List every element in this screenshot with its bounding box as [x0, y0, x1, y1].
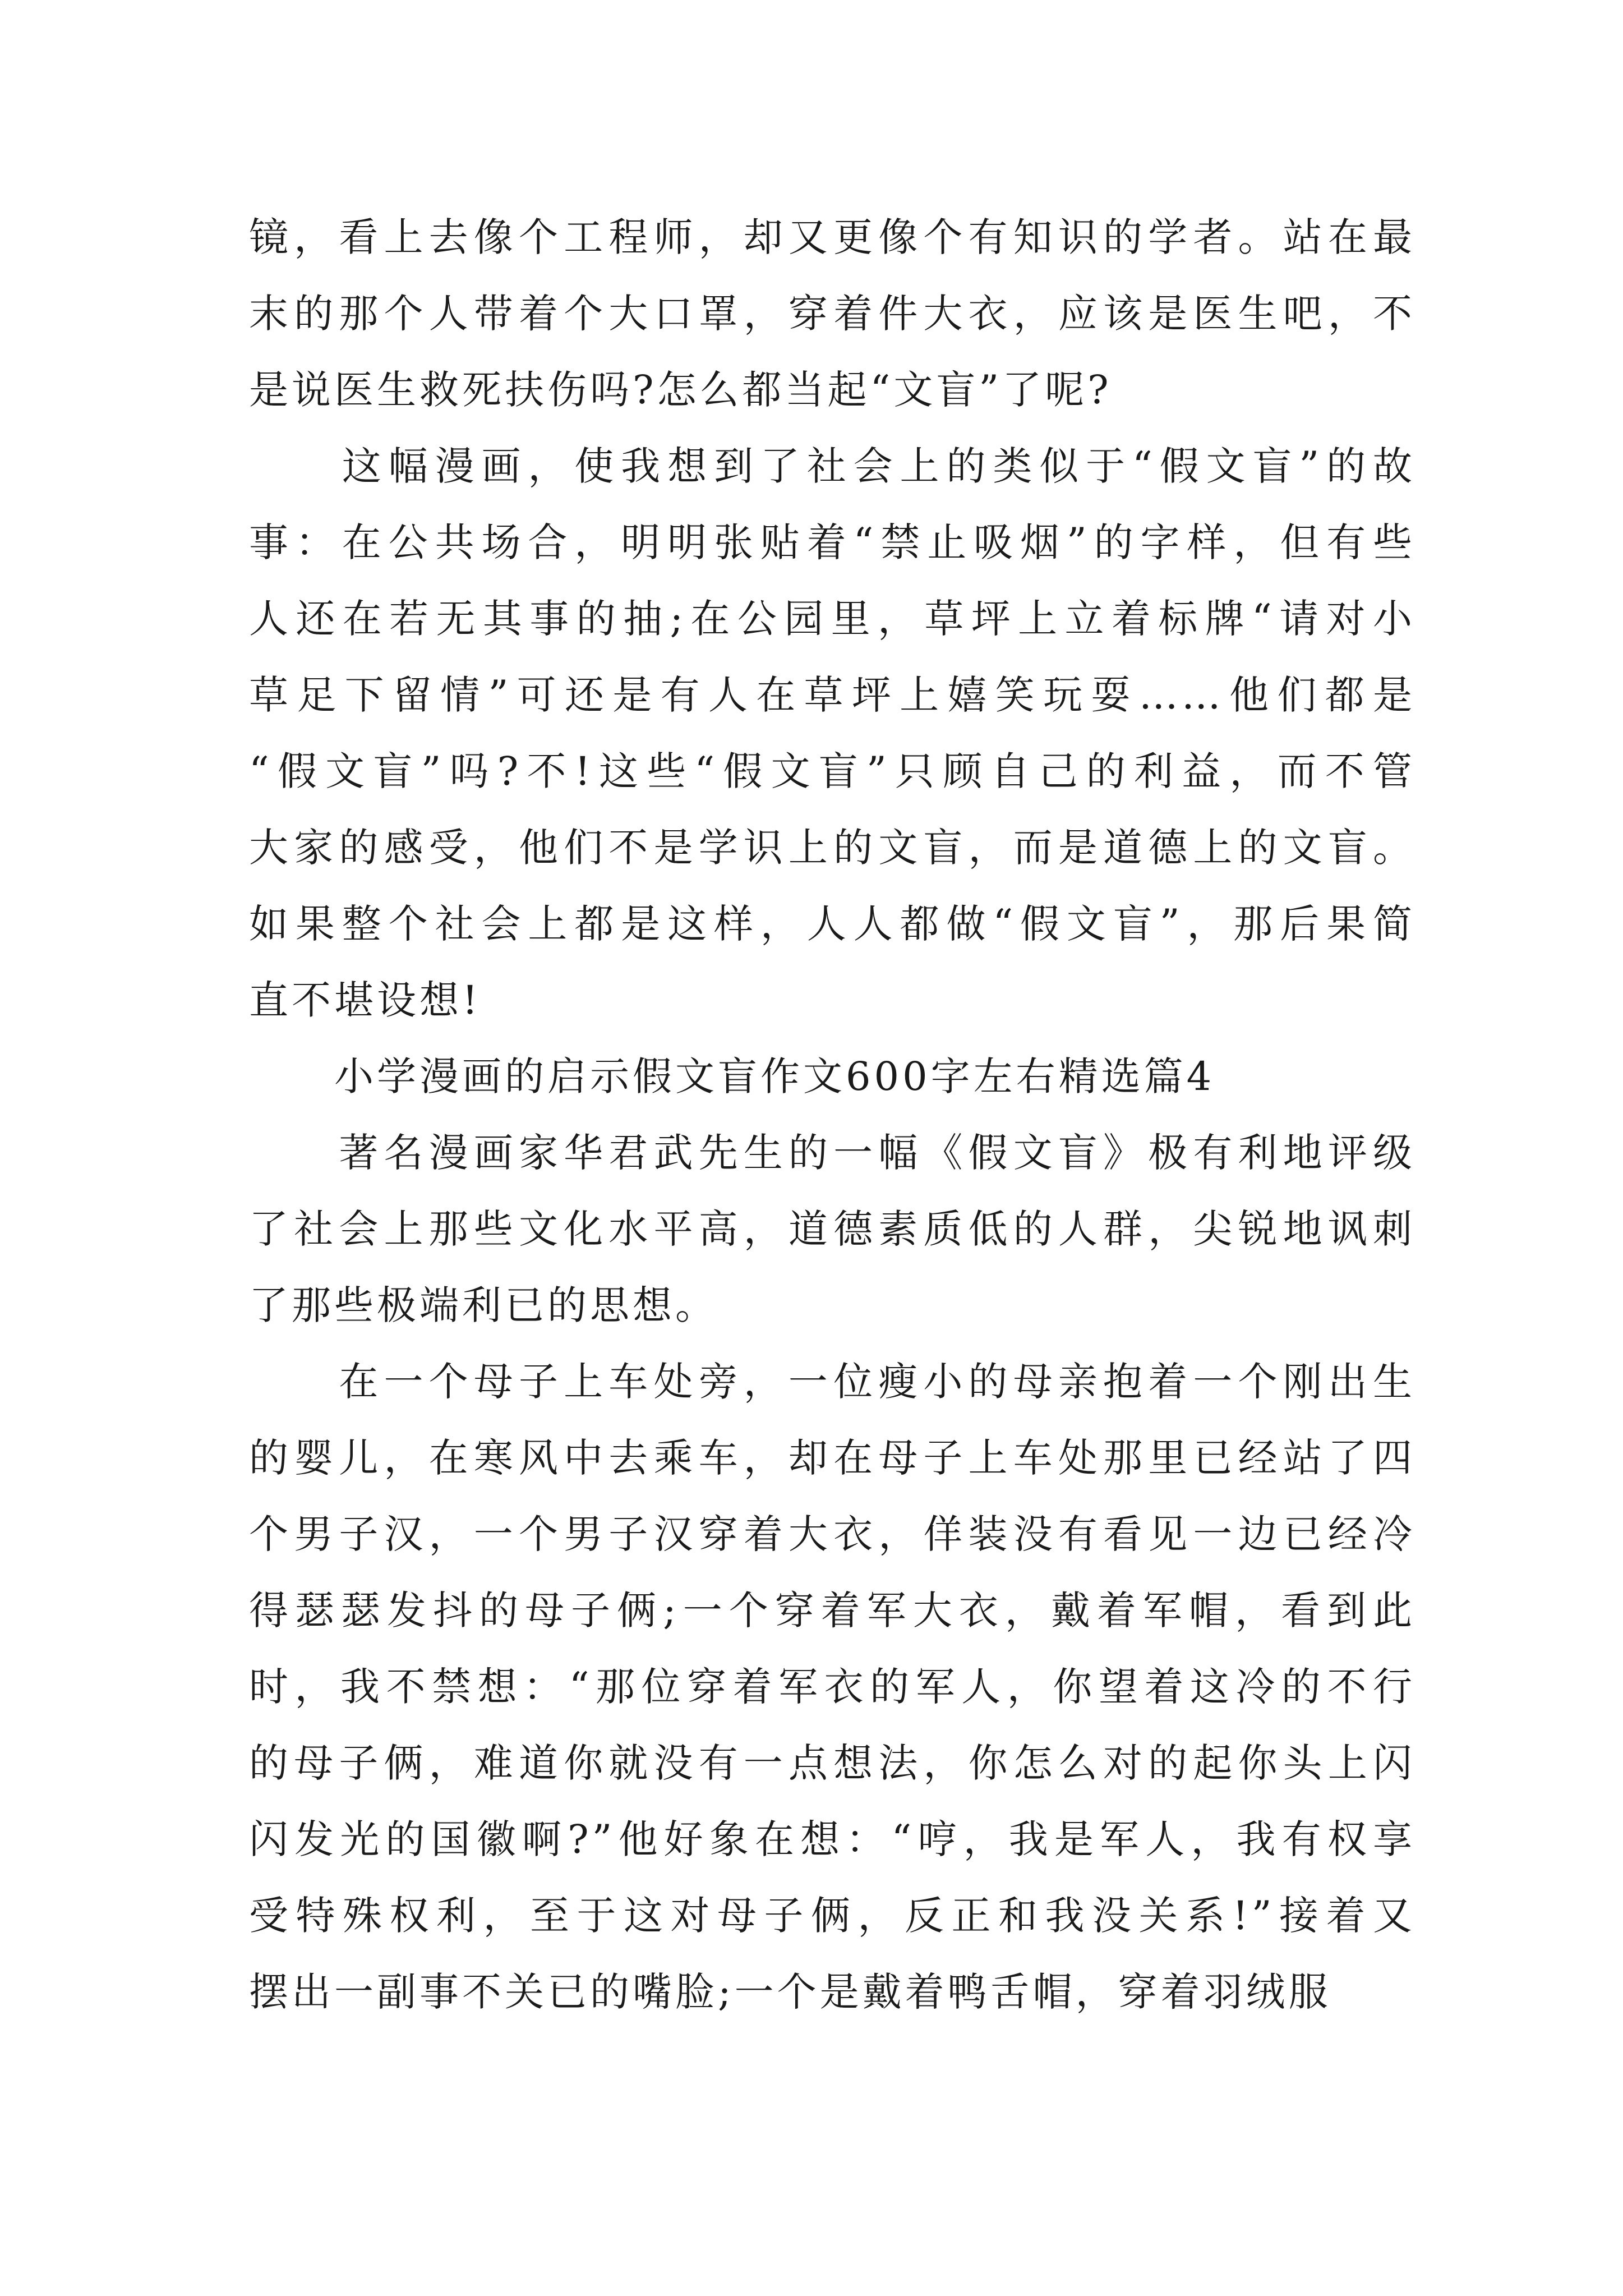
text-line: 草足下留情”可还是有人在草坪上嬉笑玩耍……他们都是	[249, 672, 1415, 718]
text-line: 大家的感受，他们不是学识上的文盲，而是道德上的文盲。	[249, 825, 1415, 871]
text-line: 著名漫画家华君武先生的一幅《假文盲》极有利地评级	[249, 1130, 1415, 1176]
text-line: 个男子汉，一个男子汉穿着大衣，佯装没有看见一边已经冷	[249, 1511, 1415, 1557]
text-line: 末的那个人带着个大口罩，穿着件大衣，应该是医生吧，不	[249, 291, 1415, 337]
paragraph	[249, 1038, 1415, 1115]
text-line: 镜，看上去像个工程师，却又更像个有知识的学者。站在最	[249, 214, 1415, 260]
text-line: 了社会上那些文化水平高，道德素质低的人群，尖锐地讽刺	[249, 1206, 1415, 1252]
text-line: “假文盲”吗?不!这些“假文盲”只顾自己的利益，而不管	[249, 748, 1415, 794]
text-line: 的婴儿，在寒风中去乘车，却在母子上车处那里已经站了四	[249, 1435, 1415, 1481]
text-line: 直不堪设想!	[249, 977, 482, 1023]
text-line: 时，我不禁想：“那位穿着军衣的军人，你望着这冷的不行	[249, 1664, 1415, 1710]
paragraph	[249, 1115, 1415, 1343]
text-line: 受特殊权利，至于这对母子俩，反正和我没关系!”接着又	[249, 1893, 1415, 1939]
text-line: 在一个母子上车处旁，一位瘦小的母亲抱着一个刚出生	[249, 1359, 1415, 1405]
body-text	[249, 199, 1415, 2030]
text-line: 事：在公共场合，明明张贴着“禁止吸烟”的字样，但有些	[249, 519, 1415, 565]
text-line: 这幅漫画，使我想到了社会上的类似于“假文盲”的故	[249, 443, 1415, 489]
paragraph	[249, 428, 1415, 1038]
paragraph	[249, 1343, 1415, 2030]
text-line: 人还在若无其事的抽;在公园里，草坪上立着标牌“请对小	[249, 596, 1415, 642]
paragraph	[249, 199, 1415, 428]
text-line: 摆出一副事不关已的嘴脸;一个是戴着鸭舌帽，穿着羽绒服	[249, 1969, 1331, 2015]
text-line: 如果整个社会上都是这样，人人都做“假文盲”，那后果简	[249, 901, 1415, 947]
text-line: 了那些极端利已的思想。	[249, 1282, 718, 1328]
text-line: 的母子俩，难道你就没有一点想法，你怎么对的起你头上闪	[249, 1740, 1415, 1786]
text-line: 小学漫画的启示假文盲作文600字左右精选篇4	[249, 1053, 1215, 1099]
text-line: 闪发光的国徽啊?”他好象在想：“哼，我是军人，我有权享	[249, 1816, 1415, 1862]
text-line: 是说医生救死扶伤吗?怎么都当起“文盲”了呢?	[249, 367, 1112, 413]
text-line: 得瑟瑟发抖的母子俩;一个穿着军大衣，戴着军帽，看到此	[249, 1588, 1415, 1634]
